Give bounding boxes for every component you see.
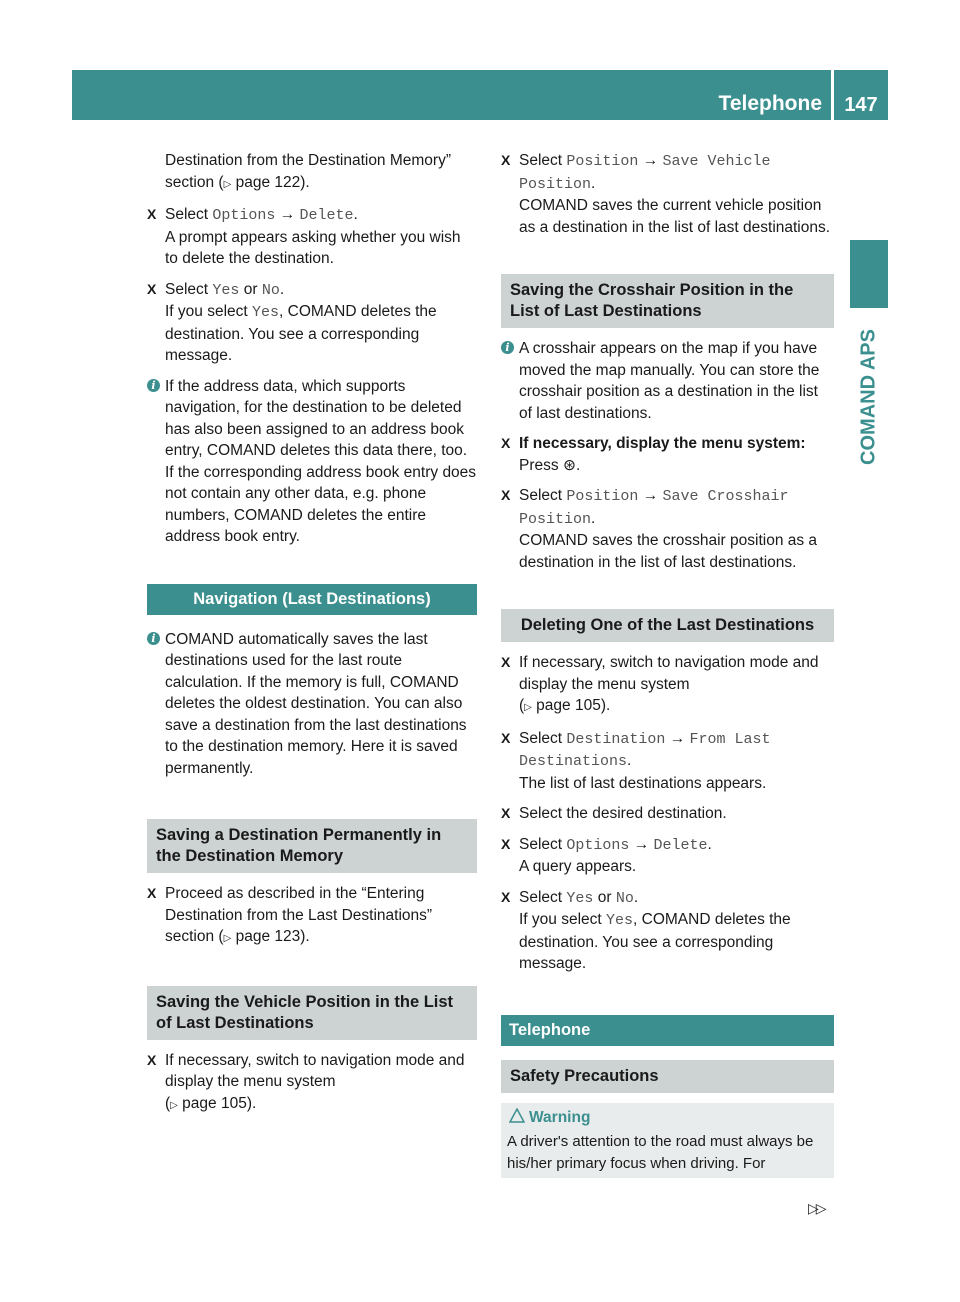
info-note: i A crosshair appears on the map if you have moved the map manually. You can store the crosshair position as a destination in the list of last destinations. bbox=[501, 338, 834, 424]
step-item: X If necessary, switch to navigation mode and display the menu system (▷ page 105). bbox=[501, 654, 819, 714]
step-marker-icon: X bbox=[147, 280, 157, 297]
side-tab-label: COMAND APS bbox=[857, 329, 880, 465]
step-item: X Select Yes or No. If you select Yes, COMAND deletes the destination. You see a corresponding message. bbox=[501, 888, 791, 972]
step-item: X Proceed as described in the “Entering Destination from the Last Destinations” section (▷ page 123). bbox=[147, 885, 433, 945]
info-icon: i bbox=[501, 341, 514, 354]
subheading-vehicle-position: Saving the Vehicle Position in the List of Last Destinations bbox=[147, 986, 477, 1040]
step-item: X Select Options → Delete. A prompt appears asking whether you wish to delete the destination. bbox=[147, 206, 461, 267]
step-marker-icon: X bbox=[501, 152, 511, 168]
subheading-save-permanently: Saving a Destination Permanently in the Destination Memory bbox=[147, 819, 477, 873]
page-ref-triangle-icon: ▷ bbox=[524, 702, 532, 713]
step-marker-icon: X bbox=[501, 835, 511, 852]
step-marker-icon: X bbox=[147, 885, 157, 901]
left-column bbox=[147, 150, 477, 1125]
step-item: X If necessary, display the menu system: Press ⊛. bbox=[501, 435, 806, 474]
step-item: X Select the desired destination. bbox=[501, 803, 834, 825]
page-ref-triangle-icon: ▷ bbox=[223, 933, 232, 944]
right-column bbox=[501, 150, 834, 1178]
warning-text: A driver's attention to the road must always be his/her primary focus when driving. For bbox=[507, 1133, 814, 1172]
step-marker-icon: X bbox=[147, 1051, 157, 1068]
info-icon: i bbox=[147, 632, 160, 645]
step-marker-icon: X bbox=[501, 435, 511, 451]
section-heading-navigation: Navigation (Last Destinations) bbox=[147, 584, 477, 615]
step-marker-icon: X bbox=[501, 888, 511, 905]
step-marker-icon: X bbox=[501, 729, 511, 746]
header-section-title: Telephone bbox=[718, 92, 822, 115]
page-ref-triangle-icon: ▷ bbox=[223, 178, 232, 190]
warning-heading: Warning bbox=[507, 1107, 828, 1129]
info-note: i If the address data, which supports navigation, for the destination to be deleted has also been assigned to an address book entry, COMAND deletes this data there, too. If the corresponding address book entry does not contain any other data, e.g. phone numbers, COMAND deletes the entire address book entry. bbox=[147, 376, 477, 548]
section-heading-telephone: Telephone bbox=[501, 1015, 834, 1046]
warning-triangle-icon bbox=[509, 1108, 525, 1123]
step-item: X Select Position → Save Crosshair Position. COMAND saves the crosshair position as a destination in the list of last destinations. bbox=[501, 487, 818, 571]
info-icon: i bbox=[147, 379, 160, 392]
info-note: i COMAND automatically saves the last destinations used for the last route calculation. If the memory is full, COMAND deletes the oldest destination. You can also save a destination from the last destinations to the destination memory. Here it is saved permanently. bbox=[147, 629, 477, 780]
page-number: 147 bbox=[834, 70, 888, 120]
step-item: X Select Options → Delete. A query appears. bbox=[501, 835, 712, 875]
step-item: X Select Destination → From Last Destinations. The list of last destinations appears. bbox=[501, 729, 771, 792]
step-item: X If necessary, switch to navigation mode and display the menu system (▷ page 105). bbox=[147, 1051, 465, 1112]
step-marker-icon: X bbox=[501, 805, 511, 821]
page-ref-triangle-icon: ▷ bbox=[170, 1099, 178, 1111]
subheading-delete-last: Deleting One of the Last Destinations bbox=[501, 609, 834, 642]
step-marker-icon: X bbox=[501, 654, 511, 670]
side-tab-marker bbox=[850, 240, 888, 308]
step-marker-icon: X bbox=[147, 206, 157, 222]
side-tab bbox=[850, 312, 888, 482]
warning-box bbox=[501, 1103, 834, 1179]
step-item: X Select Yes or No. If you select Yes, COMAND deletes the destination. You see a corresponding message. bbox=[147, 280, 437, 364]
controller-button-icon: ⊛ bbox=[562, 456, 576, 474]
continued-paragraph: Destination from the Destination Memory” section (▷ page 122). bbox=[165, 152, 452, 191]
subheading-safety: Safety Precautions bbox=[501, 1060, 834, 1093]
subheading-crosshair: Saving the Crosshair Position in the List of Last Destinations bbox=[501, 274, 834, 328]
continue-icon: ▷▷ bbox=[808, 1200, 824, 1216]
step-marker-icon: X bbox=[501, 487, 511, 503]
step-item: X Select Position → Save Vehicle Position. COMAND saves the current vehicle position as a destination in the list of last destinations. bbox=[501, 152, 831, 236]
